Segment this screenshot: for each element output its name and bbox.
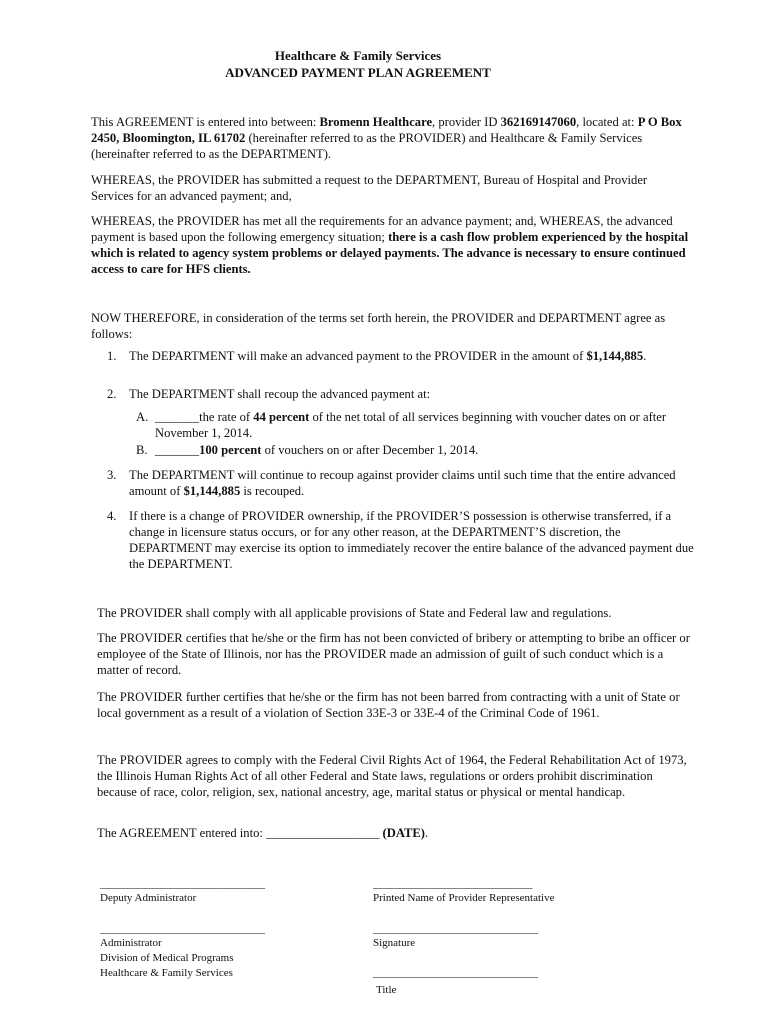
whereas-paragraph-2 bbox=[91, 213, 691, 277]
sub-item-text bbox=[155, 442, 696, 458]
civil-rights-paragraph: The PROVIDER agrees to comply with the Federal Civil Rights Act of 1964, the Federal Rehabilitation Act of 1973, the Illinois Human Rights Act of all other Federal and State laws, regulations or orders prohibit discrimination because of race, color, religion, sex, national ancestry, age, marital status or physical or mental handicap. bbox=[97, 753, 687, 799]
sub-item-letter: B. bbox=[136, 443, 148, 457]
printed-name-label: Printed Name of Provider Representative bbox=[373, 892, 555, 904]
comply-paragraph: The PROVIDER shall comply with all applicable provisions of State and Federal law and regulations. bbox=[97, 606, 612, 620]
deputy-administrator-signature-line: ______________________________ bbox=[100, 878, 265, 890]
recoup-rate: 44 percent bbox=[253, 410, 310, 424]
administrator-signature-line: ______________________________ bbox=[100, 923, 265, 935]
item-end: . bbox=[643, 349, 647, 363]
provider-id: 362169147060 bbox=[500, 115, 577, 129]
sub-item-body: the rate of bbox=[199, 410, 254, 424]
deputy-administrator-label: Deputy Administrator bbox=[100, 892, 197, 904]
provider-name: Bromenn Healthcare bbox=[319, 115, 433, 129]
payment-amount: $1,144,885 bbox=[586, 349, 644, 363]
sub-item bbox=[136, 442, 696, 458]
date-line-end: . bbox=[425, 826, 429, 840]
item-text bbox=[129, 348, 697, 364]
signature-line: ______________________________ bbox=[373, 923, 538, 935]
date-label: (DATE) bbox=[379, 826, 425, 840]
item-body: The DEPARTMENT will make an advanced payment to the PROVIDER in the amount of bbox=[129, 349, 587, 363]
item-text: The DEPARTMENT shall recoup the advanced payment at: bbox=[129, 387, 431, 401]
title-label: Title bbox=[376, 984, 397, 996]
intro-text-3: , located at: bbox=[576, 115, 638, 129]
list-item bbox=[107, 467, 697, 499]
division-label: Division of Medical Programs bbox=[100, 952, 234, 964]
printed-name-signature-line: _____________________________ bbox=[373, 878, 533, 890]
item-number: 1. bbox=[107, 349, 117, 363]
title-signature-line: ______________________________ bbox=[373, 967, 538, 979]
recoup-rate: 100 percent bbox=[199, 443, 262, 457]
item-number: 4. bbox=[107, 509, 117, 523]
item-text: If there is a change of PROVIDER ownership, if the PROVIDER’S possession is otherwise transferred, if a change in licensure status occurs, or for any other reason, at the DEPARTMENT’S discretion, the DEPARTMENT may exercise its option to immediately recover the entire balance of the advanced payment due the DEPARTMENT. bbox=[129, 509, 694, 571]
department-label: Healthcare & Family Services bbox=[100, 967, 233, 979]
item-end: is recouped. bbox=[240, 484, 305, 498]
intro-text-2: , provider ID bbox=[432, 115, 501, 129]
sub-item-body-2: of the net total of all services beginning with voucher dates on or after November 1, 2014. bbox=[155, 410, 667, 440]
item-body: The DEPARTMENT will continue to recoup against provider claims until such time that the entire advanced amount of bbox=[129, 468, 676, 498]
advance-amount: $1,144,885 bbox=[183, 484, 241, 498]
whereas-paragraph-1: WHEREAS, the PROVIDER has submitted a request to the DEPARTMENT, Bureau of Hospital and Provider Services for an advanced payment; and, bbox=[91, 173, 648, 203]
intro-text-4: (hereinafter referred to as the PROVIDER) and Healthcare & Family Services (hereinafter referred to as the DEPARTMENT). bbox=[91, 131, 643, 161]
intro-paragraph bbox=[91, 114, 691, 162]
whereas-2-text: WHEREAS, the PROVIDER has met all the requirements for an advance payment; and, WHEREAS, the advanced payment is based upon the following emergency situation; bbox=[91, 214, 673, 244]
list-item bbox=[107, 508, 697, 572]
sub-item-text bbox=[155, 409, 696, 441]
sub-item-body-2: of vouchers on or after December 1, 2014. bbox=[261, 443, 479, 457]
administrator-label: Administrator bbox=[100, 937, 162, 949]
item-text bbox=[129, 467, 697, 499]
item-number: 3. bbox=[107, 468, 117, 482]
sub-item bbox=[136, 409, 696, 441]
list-item bbox=[107, 348, 697, 364]
certifies-paragraph-1: The PROVIDER certifies that he/she or the firm has not been convicted of bribery or attempting to bribe an officer or employee of the State of Illinois, nor has the PROVIDER made an admission of guilt of such conduct which is a matter of record. bbox=[97, 631, 690, 677]
date-blank: __________________ bbox=[266, 826, 380, 840]
document-title: ADVANCED PAYMENT PLAN AGREEMENT bbox=[225, 65, 491, 80]
org-name: Healthcare & Family Services bbox=[274, 48, 442, 63]
agreement-date-line bbox=[97, 825, 691, 841]
emergency-situation: there is a cash flow problem experienced by the hospital which is related to agency system problems or delayed payments. The advance is necessary to ensure continued access to care for HFS clients. bbox=[91, 230, 689, 276]
sub-item-letter: A. bbox=[136, 410, 149, 424]
blank-line: _______ bbox=[155, 410, 200, 424]
certifies-paragraph-2: The PROVIDER further certifies that he/she or the firm has not been barred from contracting with a unit of State or local government as a result of a violation of Section 33E-3 or 33E-4 of the Criminal Code of 1961. bbox=[97, 690, 680, 720]
provider-address: P O Box 2450, Bloomington, IL 61702 bbox=[91, 115, 682, 145]
date-line-text: The AGREEMENT entered into: bbox=[97, 826, 267, 840]
blank-line: _______ bbox=[155, 443, 200, 457]
item-number: 2. bbox=[107, 387, 117, 401]
now-therefore-paragraph: NOW THEREFORE, in consideration of the terms set forth herein, the PROVIDER and DEPARTMENT agree as follows: bbox=[91, 311, 666, 341]
intro-text-1: This AGREEMENT is entered into between: bbox=[91, 115, 320, 129]
list-item bbox=[107, 386, 697, 402]
signature-label: Signature bbox=[373, 937, 416, 949]
